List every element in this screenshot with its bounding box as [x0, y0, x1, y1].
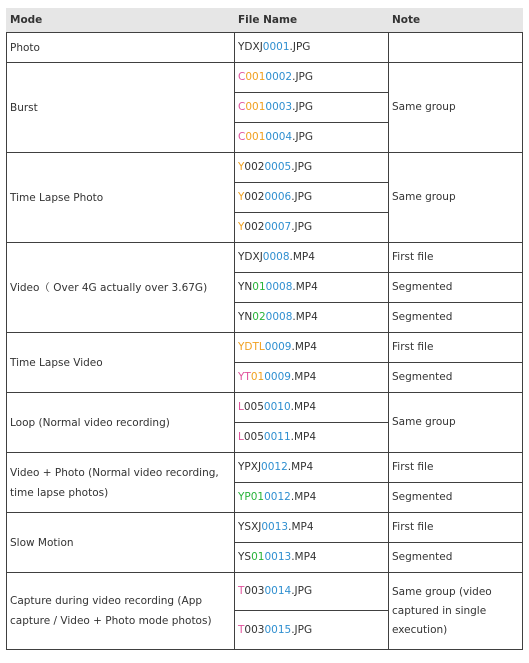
note-cell: First file: [389, 243, 523, 273]
table-row: [7, 453, 523, 483]
file-name-segment: .MP4: [290, 431, 317, 443]
table-body: [7, 33, 523, 650]
header-note: Note: [389, 9, 523, 33]
file-name-segment: C: [238, 71, 246, 83]
file-name-segment: YPXJ: [238, 461, 262, 473]
mode-cell: Slow Motion: [7, 513, 235, 573]
file-name-segment: 0009: [264, 341, 292, 353]
file-name-cell: [235, 333, 389, 363]
file-name-segment: .JPG: [291, 191, 313, 203]
file-name-cell: [235, 213, 389, 243]
file-name-segment: 0007: [264, 221, 292, 233]
file-name-segment: L: [238, 431, 244, 443]
file-name-segment: 002: [244, 221, 265, 233]
mode-cell: Capture during video recording (App capture / Video + Photo mode photos): [7, 573, 235, 650]
file-name-cell: [235, 93, 389, 123]
table-row: [7, 513, 523, 543]
file-name-cell: [235, 453, 389, 483]
note-cell: [389, 33, 523, 63]
file-name-segment: 0008: [265, 311, 293, 323]
file-name-segment: 0013: [261, 521, 289, 533]
file-name-segment: 0002: [265, 71, 293, 83]
file-name-segment: .JPG: [291, 623, 313, 636]
file-name-cell: [235, 153, 389, 183]
file-name-segment: 0008: [262, 251, 290, 263]
file-name-segment: 0011: [263, 431, 291, 443]
file-name-cell: [235, 423, 389, 453]
file-name-cell: [235, 63, 389, 93]
file-name-segment: Y: [238, 221, 245, 233]
file-name-segment: .MP4: [287, 461, 314, 473]
file-name-segment: 0005: [264, 161, 292, 173]
table-row: [7, 393, 523, 423]
file-name-segment: 001: [245, 101, 266, 113]
note-cell: Same group: [389, 393, 523, 453]
file-name-segment: YN: [238, 311, 253, 323]
file-name-segment: 0012: [261, 461, 288, 473]
file-name-cell: [235, 513, 389, 543]
mode-cell: Photo: [7, 33, 235, 63]
table-header: [7, 9, 523, 33]
file-name-segment: 003: [244, 585, 265, 597]
file-name-cell: [235, 123, 389, 153]
note-cell: Segmented: [389, 363, 523, 393]
file-name-segment: .JPG: [291, 585, 313, 597]
file-name-segment: .MP4: [292, 311, 318, 323]
file-name-segment: .MP4: [290, 491, 317, 503]
file-name-segment: L: [238, 401, 244, 413]
header-row: [7, 9, 523, 33]
file-name-segment: 01: [250, 371, 265, 383]
note-cell: Segmented: [389, 543, 523, 573]
file-name-segment: .JPG: [291, 221, 313, 233]
note-cell: Segmented: [389, 273, 523, 303]
file-name-segment: 0013: [264, 551, 292, 563]
file-name-segment: 0014: [264, 585, 292, 597]
file-name-cell: [235, 303, 389, 333]
mode-cell: Time Lapse Video: [7, 333, 235, 393]
file-name-segment: 02: [252, 311, 266, 323]
file-name-segment: 0010: [263, 401, 291, 413]
mode-cell: Video + Photo (Normal video recording, time lapse photos): [7, 453, 235, 513]
file-name-cell: [235, 483, 389, 513]
file-name-cell: [235, 543, 389, 573]
mode-cell: Time Lapse Photo: [7, 153, 235, 243]
file-name-segment: .MP4: [290, 371, 317, 383]
file-name-segment: 0008: [265, 281, 293, 293]
note-cell: Same group (video captured in single execution): [389, 573, 523, 650]
file-name-segment: 002: [244, 191, 265, 203]
file-name-segment: 01: [250, 491, 265, 503]
file-name-segment: 0004: [265, 131, 293, 143]
file-name-segment: 005: [243, 401, 264, 413]
mode-cell: Loop (Normal video recording): [7, 393, 235, 453]
file-name-segment: T: [238, 623, 245, 636]
file-name-segment: C: [238, 131, 246, 143]
note-cell: Segmented: [389, 483, 523, 513]
file-name-segment: 001: [245, 71, 266, 83]
header-file-name: File Name: [235, 9, 389, 33]
file-name-segment: 003: [244, 623, 265, 636]
note-cell: First file: [389, 513, 523, 543]
file-name-segment: .JPG: [289, 41, 311, 53]
file-name-segment: YP: [238, 491, 251, 503]
table-row: [7, 33, 523, 63]
file-name-cell: [235, 243, 389, 273]
file-name-segment: Y: [238, 191, 245, 203]
file-name-cell: [235, 33, 389, 63]
file-name-segment: 0003: [265, 101, 293, 113]
file-name-segment: YDTL: [238, 341, 265, 353]
file-name-segment: 0015: [264, 623, 292, 636]
file-name-segment: YDXJ: [238, 251, 263, 263]
file-name-cell: [235, 611, 389, 650]
file-name-cell: [235, 363, 389, 393]
file-name-segment: YT: [238, 371, 251, 383]
note-cell: Segmented: [389, 303, 523, 333]
file-name-segment: 002: [244, 161, 265, 173]
note-cell: First file: [389, 333, 523, 363]
file-name-segment: .MP4: [288, 521, 314, 533]
file-name-segment: .JPG: [292, 71, 314, 83]
note-cell: Same group: [389, 63, 523, 153]
table-row: [7, 333, 523, 363]
file-name-segment: 01: [252, 281, 266, 293]
file-name-cell: [235, 393, 389, 423]
file-name-segment: YDXJ: [238, 41, 263, 53]
file-name-segment: 0009: [264, 371, 291, 383]
file-name-segment: 005: [243, 431, 264, 443]
header-mode: Mode: [7, 9, 235, 33]
table-row: [7, 63, 523, 93]
file-name-segment: .JPG: [292, 131, 314, 143]
file-name-segment: YSXJ: [238, 521, 262, 533]
file-name-segment: .JPG: [291, 161, 313, 173]
file-name-cell: [235, 573, 389, 611]
file-name-cell: [235, 183, 389, 213]
file-name-segment: Y: [238, 161, 245, 173]
note-cell: First file: [389, 453, 523, 483]
mode-cell: Video（ Over 4G actually over 3.67G): [7, 243, 235, 333]
file-name-segment: 0006: [264, 191, 292, 203]
mode-cell: Burst: [7, 63, 235, 153]
file-name-segment: T: [238, 585, 245, 597]
file-name-cell: [235, 273, 389, 303]
file-name-segment: 0012: [264, 491, 291, 503]
file-name-segment: .MP4: [291, 551, 317, 563]
file-name-segment: 01: [251, 551, 265, 563]
note-cell: Same group: [389, 153, 523, 243]
file-name-segment: .MP4: [290, 401, 317, 413]
file-name-segment: .JPG: [292, 101, 314, 113]
file-name-segment: .MP4: [291, 341, 317, 353]
file-name-segment: 0001: [262, 41, 290, 53]
file-name-segment: .MP4: [289, 251, 315, 263]
file-name-segment: C: [238, 101, 246, 113]
file-name-segment: YS: [238, 551, 252, 563]
file-name-segment: .MP4: [292, 281, 318, 293]
file-name-segment: 001: [245, 131, 266, 143]
table-row: [7, 573, 523, 611]
file-naming-table: [6, 8, 523, 650]
file-name-segment: YN: [238, 281, 253, 293]
table-row: [7, 153, 523, 183]
table-row: [7, 243, 523, 273]
